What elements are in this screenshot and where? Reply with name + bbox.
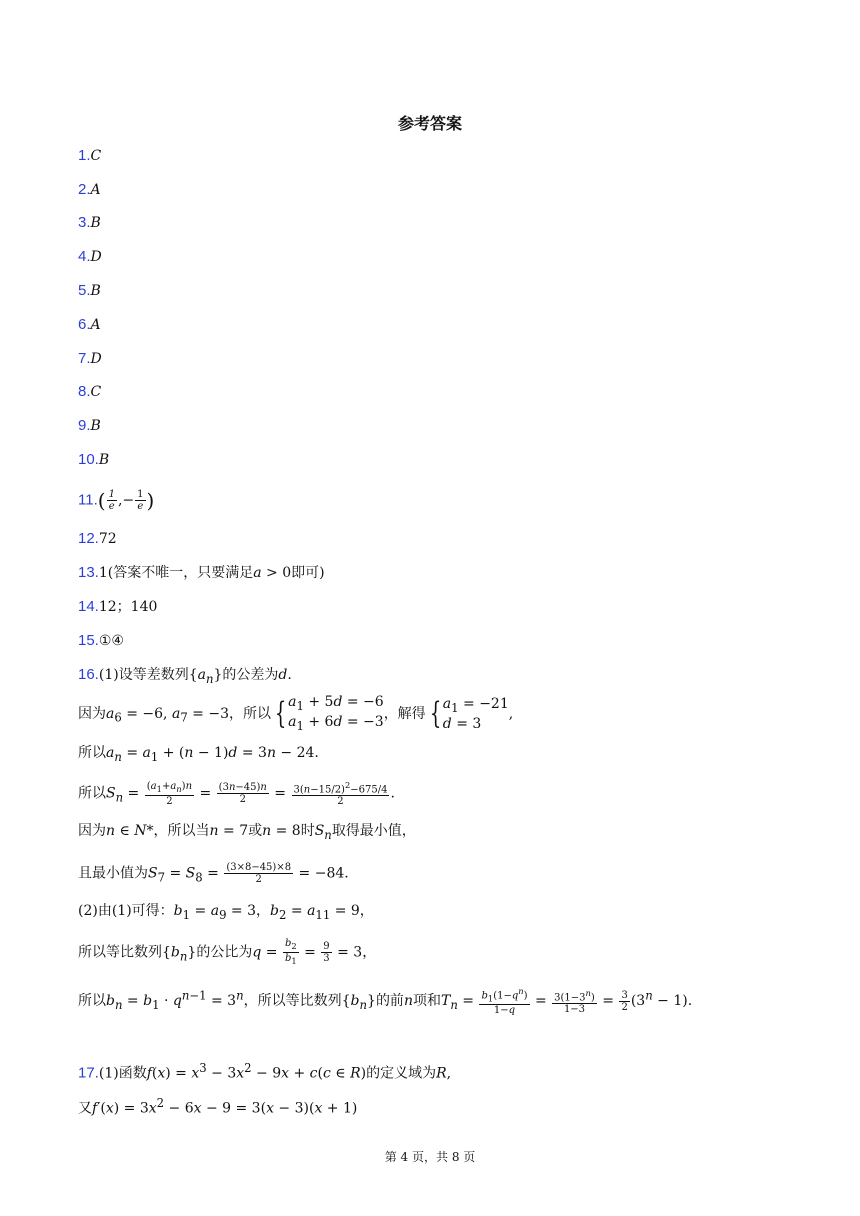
q16-line-4: 所以$S_n$ = $\frac{(a_1+a_n)n}{2}$ = $\frac{(3n-45)n}{2}$ = $\frac{3(n-15/2)^2-675/4}{2}$ . (78, 780, 395, 808)
answer-number: 12. (78, 530, 99, 547)
q16-line-5: 因为n ∈ N*，所以当n = 7或n = 8时$S_n$取得最小值， (78, 823, 416, 842)
answer-8 (78, 383, 101, 401)
answer-1 (78, 147, 101, 165)
answer-number: 11. (78, 491, 98, 509)
answer-6 (78, 316, 101, 334)
answer-number: 15. (78, 632, 99, 649)
answer-value: C (90, 148, 102, 164)
answer-number: 1. (78, 147, 91, 164)
answer-number: 2. (78, 181, 91, 198)
answer-number: 9. (78, 417, 91, 434)
answer-15 (78, 632, 124, 650)
q16-line-8: 所以等比数列$\{b_n\}$的公比为q = $\frac{b_2}{b_1}$ = $\frac{9}{3}$ = 3， (78, 938, 377, 966)
q16-line-3: 所以$a_n = a_1 + (n - 1)d = 3n - 24$. (78, 745, 319, 764)
answer-9 (78, 417, 101, 435)
answer-number: 7. (78, 350, 91, 367)
answer-formula: ( (97, 488, 106, 513)
answer-10 (78, 451, 109, 469)
q16-line-9: 所以$b_n = b_1 \cdot q^{n-1} = 3^n$，所以等比数列$\{b_n\}$的前n项和$T_n$ = $\frac{b_1(1-q^n)}{1-q}$ = $\frac{3(1-3^n)}{1-3}$ = $\frac{3}{2}$ $(3^n - 1)$. (78, 986, 693, 1017)
answer-value: B (90, 418, 101, 434)
answer-number: 8. (78, 383, 91, 400)
answer-4 (78, 248, 102, 266)
answer-14 (78, 598, 157, 616)
answer-7 (78, 350, 102, 368)
answer-5 (78, 282, 101, 300)
answer-number: 10. (78, 451, 99, 468)
q16-line-7: (2)由(1)可得：$b_1 = a_9 = 3$，$b_2 = a_{11} = 9$， (78, 903, 374, 922)
answer-value: 12；140 (98, 599, 158, 615)
answer-number: 17. (78, 1064, 99, 1082)
answer-number: 13. (78, 564, 99, 581)
answer-value: C (90, 384, 102, 400)
q16-line-2: 因为$a_6 = -6$, $a_7 = -3$，所以 { $a_1 + 5d = -6$ $a_1 + 6d = -3$，解得 { $a_1 = -21$ d = 3, (78, 694, 514, 733)
answer-number: 5. (78, 282, 91, 299)
answer-value: D (90, 351, 102, 367)
answer-value: ①④ (98, 633, 124, 649)
answer-12 (78, 530, 117, 548)
answer-2 (78, 181, 101, 199)
answer-number: 4. (78, 248, 91, 265)
answer-value: A (90, 182, 101, 198)
answer-3 (78, 214, 101, 232)
answer-value: A (90, 317, 101, 333)
answer-value: B (98, 452, 110, 468)
answer-number: 16. (78, 666, 99, 683)
q17-line-2: 又$f'(x) = 3x^2 - 6x - 9 = 3(x - 3)(x + 1)$ (78, 1096, 358, 1117)
answer-number: 6. (78, 316, 91, 333)
q16-line-1: 16.(1)设等差数列$\{a_n\}$的公差为d. (78, 666, 292, 686)
page-footer: 第 4 页，共 8 页 (384, 1150, 476, 1164)
q16-line-6: 且最小值为$S_7 = S_8$ = $\frac{(3\times 8-45)\times 8}{2}$ = −84. (78, 862, 349, 885)
answer-11: 11.( $\frac{1}{e}$ ,− $\frac{1}{e}$ ) (78, 488, 155, 513)
answer-number: 14. (78, 598, 99, 615)
answer-value: D (90, 249, 102, 265)
page-title: 参考答案 (397, 114, 462, 133)
answer-value: B (90, 215, 101, 231)
answer-value: 72 (98, 531, 117, 547)
answer-13: 13.1(答案不唯一，只要满足a > 0即可) (78, 564, 325, 581)
q17-line-1: 17.(1)函数$f(x) = x^3 - 3x^2 - 9x + c(c$ ∈ R)的定义域为R, (78, 1061, 452, 1082)
answer-value: B (90, 283, 101, 299)
answer-number: 3. (78, 214, 91, 231)
